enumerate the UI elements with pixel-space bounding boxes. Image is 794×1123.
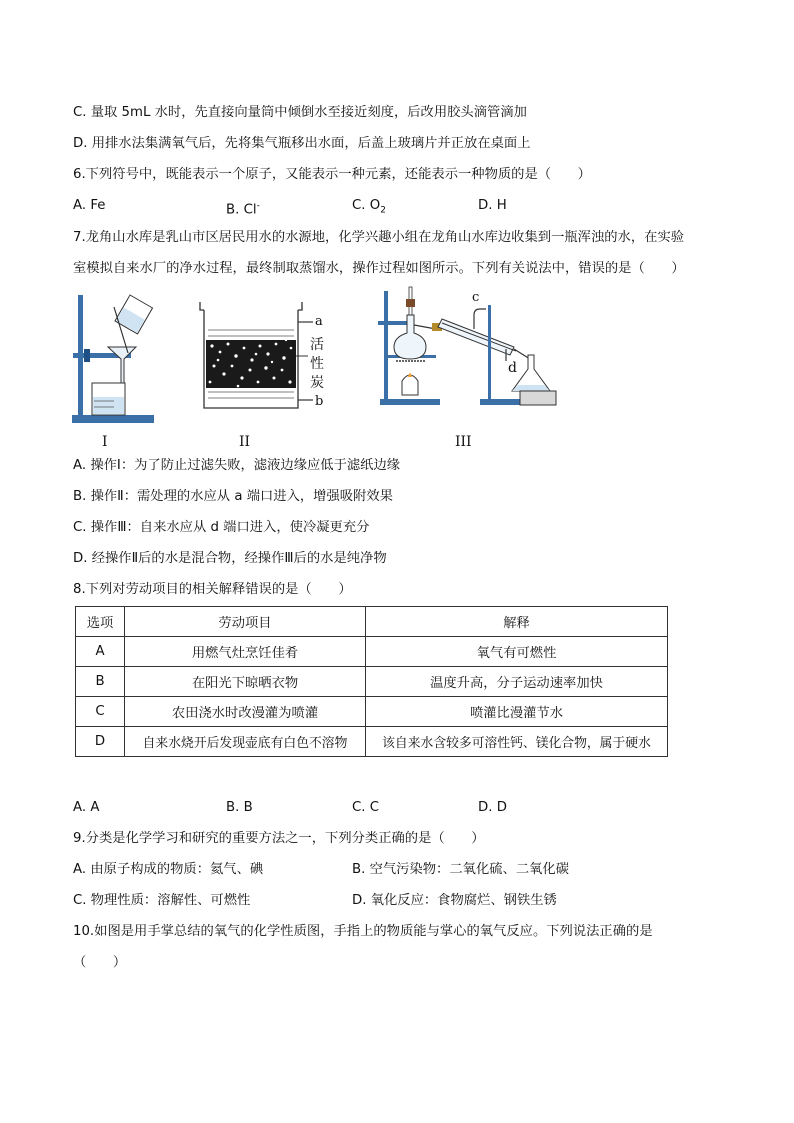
table-cell: 温度升高，分子运动速率加快: [366, 667, 668, 697]
q9-option-a: A. 由原子构成的物质：氦气、碘: [73, 862, 264, 877]
question-7-line1: 7.龙角山水库是乳山市区居民用水的水源地，化学兴趣小组在龙角山水库边收集到一瓶浑浊的水，在实验: [73, 230, 685, 245]
question-9: 9.分类是化学学习和研究的重要方法之一，下列分类正确的是（ ）: [73, 831, 485, 846]
q6-option-c-sub: 2: [380, 205, 386, 216]
table-cell: 自来水烧开后发现壶底有白色不溶物: [125, 727, 366, 757]
table-cell: D: [76, 727, 125, 757]
table-cell: 在阳光下晾晒衣物: [125, 667, 366, 697]
question-7-line2: 室模拟自来水厂的净水过程，最终制取蒸馏水，操作过程如图所示。下列有关说法中，错误的是（ ）: [73, 261, 685, 276]
option-d-prev: D. 用排水法集满氧气后，先将集气瓶移出水面，后盖上玻璃片并正放在桌面上: [73, 136, 531, 151]
q8-option-c: C. C: [352, 800, 380, 815]
table-row: [76, 727, 668, 757]
table-cell: A: [76, 637, 125, 667]
q6-option-b-sup: -: [256, 201, 260, 211]
q7-option-d: D. 经操作Ⅱ后的水是混合物，经操作Ⅲ后的水是纯净物: [73, 551, 387, 566]
q6-option-b-text: B. Cl: [226, 202, 257, 218]
q6-option-a: A. Fe: [73, 198, 106, 213]
filtration-apparatus-figure: [68, 287, 163, 432]
q6-option-d: D. H: [478, 198, 507, 213]
table-header-cell: 劳动项目: [125, 607, 366, 637]
port-b-label: b: [315, 394, 324, 409]
q8-option-b: B. B: [226, 800, 253, 815]
port-d-label: d: [508, 360, 517, 376]
option-c-prev: C. 量取 5mL 水时，先直接向量筒中倾倒水至接近刻度，后改用胶头滴管滴加: [73, 105, 527, 120]
carbon-label-2: 性: [310, 356, 324, 372]
table-header-cell: 选项: [76, 607, 125, 637]
q6-option-c: [352, 197, 386, 220]
carbon-label-1: 活: [310, 337, 324, 353]
table-cell: 该自来水含较多可溶性钙、镁化合物，属于硬水: [366, 727, 668, 757]
q7-option-c: C. 操作Ⅲ：自来水应从 d 端口进入，使冷凝更充分: [73, 520, 370, 535]
table-cell: B: [76, 667, 125, 697]
table-cell: 喷灌比漫灌节水: [366, 697, 668, 727]
q7-option-b: B. 操作Ⅱ：需处理的水应从 a 端口进入，增强吸附效果: [73, 489, 393, 504]
q8-option-a: A. A: [73, 800, 100, 815]
table-row: [76, 637, 668, 667]
table-cell: 用燃气灶烹饪佳肴: [125, 637, 366, 667]
distillation-apparatus-figure: [374, 285, 559, 415]
table-row: [76, 697, 668, 727]
figure-label-II: II: [239, 434, 251, 450]
carbon-label-3: 炭: [310, 375, 324, 391]
figure-label-III: III: [455, 434, 472, 450]
q9-option-c: C. 物理性质：溶解性、可燃性: [73, 893, 251, 908]
port-a-label: a: [315, 314, 323, 329]
figure-label-I: I: [102, 434, 108, 450]
table-header-row: [76, 607, 668, 637]
q6-option-c-text: C. O: [352, 198, 381, 213]
question-6: 6.下列符号中，既能表示一个原子，又能表示一种元素，还能表示一种物质的是（ ）: [73, 167, 591, 182]
question-10-line1: 10.如图是用手掌总结的氧气的化学性质图，手指上的物质能与掌心的氧气反应。下列说法正确的是: [73, 924, 653, 939]
table-cell: 氧气有可燃性: [366, 637, 668, 667]
question-10-line2: （ ）: [73, 955, 127, 970]
table-header-cell: 解释: [366, 607, 668, 637]
table-cell: 农田浇水时改漫灌为喷灌: [125, 697, 366, 727]
q7-option-a: A. 操作Ⅰ：为了防止过滤失败，滤液边缘应低于滤纸边缘: [73, 458, 401, 473]
port-c-label: c: [472, 290, 480, 305]
table-cell: C: [76, 697, 125, 727]
q9-option-d: D. 氧化反应：食物腐烂、钢铁生锈: [352, 893, 557, 908]
table-row: [76, 667, 668, 697]
q9-option-b: B. 空气污染物：二氧化硫、二氧化碳: [352, 862, 570, 877]
labor-explanation-table: [75, 606, 668, 757]
q8-option-d: D. D: [478, 800, 507, 815]
question-8: 8.下列对劳动项目的相关解释错误的是（ ）: [73, 582, 352, 597]
q6-option-b: [226, 197, 260, 219]
